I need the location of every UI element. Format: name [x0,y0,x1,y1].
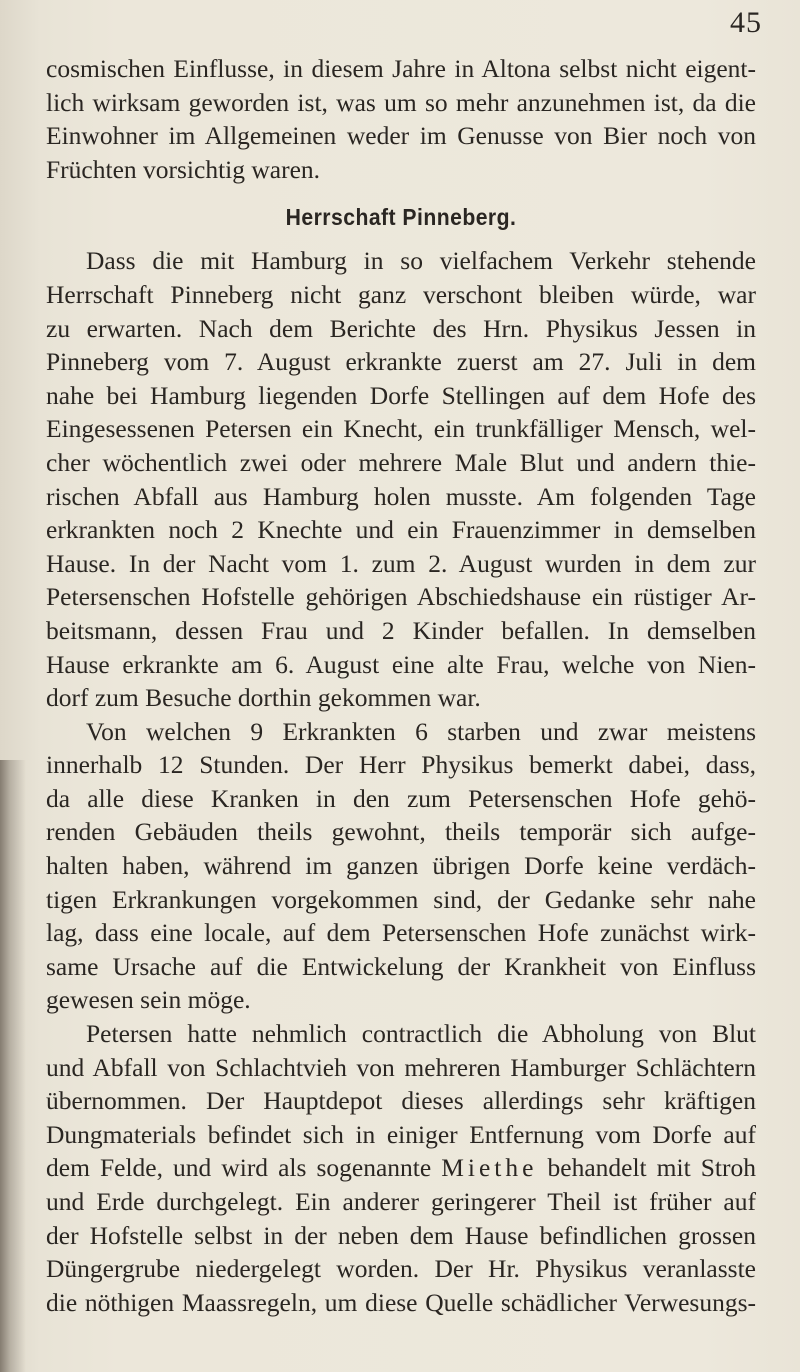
text-fragment: behandelt mit Stroh [537,1153,756,1183]
text-line: renden Gebäuden theils gewohnt, theils temporär sich aufge- [46,817,756,847]
text-line: der Hofstelle selbst in der neben dem Hause befindlichen grossen [46,1220,756,1250]
page-number: 45 [730,6,762,39]
text-line: Von welchen 9 Erkrankten 6 starben und zwar meistens [86,716,756,746]
text-line: Hause erkrankte am 6. August eine alte Frau, welche von Nien- [46,649,756,679]
paragraph-2 [46,715,756,1017]
text-line: Herrschaft Pinneberg nicht ganz verschont bleiben würde, war [46,279,756,309]
text-line: beitsmann, dessen Frau und 2 Kinder befallen. In demselben [46,615,756,645]
text-line: Dass die mit Hamburg in so vielfachem Verkehr stehende [86,246,756,276]
text-line: nahe bei Hamburg liegenden Dorfe Stellingen auf dem Hofe des [46,380,756,410]
text-line: Petersen hatte nehmlich contractlich die Abholung von Blut [86,1019,756,1049]
text-line: lich wirksam geworden ist, was um so mehr anzunehmen ist, da die [46,87,756,117]
text-line [46,1151,756,1185]
text-line: gewesen sein möge. [46,985,251,1015]
text-line: übernommen. Der Hauptdepot dieses allerdings sehr kräftigen [46,1086,756,1116]
section-heading: Herrschaft Pinneberg. [285,204,517,231]
text-line: lag, dass eine locale, auf dem Petersenschen Hofe zunächst wirk- [46,918,756,948]
text-line: Pinneberg vom 7. August erkrankte zuerst am 27. Juli in dem [46,347,756,377]
text-line: cosmischen Einflusse, in diesem Jahre in Altona selbst nicht eigent- [46,54,756,83]
text-line: Hause. In der Nacht vom 1. zum 2. August wurden in dem zur [46,548,756,578]
text-line: die nöthigen Maassregeln, um diese Quelle schädlicher Verwesungs- [46,1287,756,1317]
text-line: innerhalb 12 Stunden. Der Herr Physikus bemerkt dabei, dass, [46,750,756,780]
text-line: Eingesessenen Petersen ein Knecht, ein trunkfälliger Mensch, wel- [46,414,756,444]
text-line: Früchten vorsichtig waren. [46,154,321,184]
text-line: Einwohner im Allgemeinen weder im Genusse von Bier noch von [46,121,756,151]
text-line: Düngergrube niedergelegt worden. Der Hr. Physikus veranlasste [46,1254,756,1284]
paragraph-continuation [46,52,756,186]
text-line: dorf zum Besuche dorthin gekommen war. [46,683,481,713]
body-text [46,52,756,1319]
text-line: rischen Abfall aus Hamburg holen musste. Am folgenden Tage [46,481,756,511]
text-fragment: dem Felde, und wird als sogenannte [46,1153,442,1183]
text-line: Petersenschen Hofstelle gehörigen Abschiedshause ein rüstiger Ar- [46,582,756,612]
paragraph-3 [46,1017,756,1319]
text-line: und Abfall von Schlachtvieh von mehreren Hamburger Schlächtern [46,1052,756,1082]
text-line: erkrankten noch 2 Knechte und ein Frauenzimmer in demselben [46,515,756,545]
text-line: da alle diese Kranken in den zum Petersenschen Hofe gehö- [46,783,756,813]
text-line: tigen Erkrankungen vorgekommen sind, der Gedanke sehr nahe [46,884,756,914]
text-line: und Erde durchgelegt. Ein anderer geringerer Theil ist früher auf [46,1187,756,1216]
binding-shadow [0,760,26,1372]
text-line: Dungmaterials befindet sich in einiger Entfernung vom Dorfe auf [46,1119,756,1149]
text-line: same Ursache auf die Entwickelung der Krankheit von Einfluss [46,951,756,981]
emphasized-term: Miethe [441,1153,538,1183]
text-line: halten haben, während im ganzen übrigen Dorfe keine verdäch- [46,851,756,881]
text-line: zu erwarten. Nach dem Berichte des Hrn. Physikus Jessen in [46,313,756,343]
paragraph-1 [46,244,756,714]
text-line: cher wöchentlich zwei oder mehrere Male Blut und andern thie- [46,447,756,477]
